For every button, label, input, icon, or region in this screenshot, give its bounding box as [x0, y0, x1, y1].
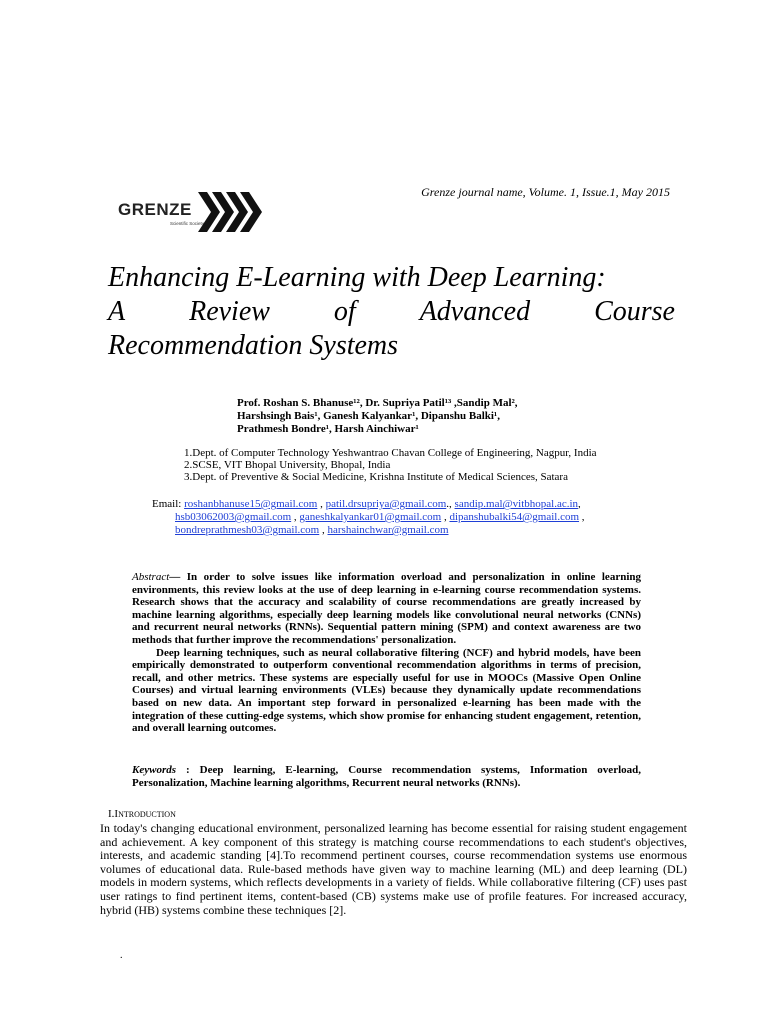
email-link[interactable]: ganeshkalyankar01@gmail.com: [299, 511, 442, 523]
email-link[interactable]: dipanshubalki54@gmail.com: [449, 511, 580, 523]
abstract-text: — In order to solve issues like information overload and personalization in online learning environments, this review looks at the use of deep learning in e-learning course recommendation systems. Research shows that the accuracy and scalability of course recommendations are greatly increased by machine learning algorithms, especially deep learning models like convolutional neural networks (CNNs) and recurrent neural networks (RNNs). Sequential pattern mining (SPM) and context awareness are two methods that further improve the recommendations' personalization.: [132, 571, 641, 646]
abstract-paragraph: [132, 571, 641, 647]
grenze-logo: [118, 188, 278, 234]
title-line-3: Recommendation Systems: [108, 330, 399, 361]
journal-citation: Grenze journal name, Volume. 1, Issue.1, May 2015: [421, 185, 670, 199]
abstract-heading: Abstract: [132, 571, 170, 583]
email-link[interactable]: patil.drsupriya@gmail.com: [325, 498, 447, 510]
introduction-paragraph: In today's changing educational environment, personalized learning has become essential for raising student engagement and achievement. A key component of this strategy is matching course recommendations to each student's objectives, interests, and academic standing [4].To recommend pertinent courses, course recommendation systems use enormous volumes of educational data. Rule-based methods have given way to machine learning (ML) and deep learning (DL) models in modern systems, which reflects developments in a variety of fields. While collaborative filtering (CF) uses past user ratings to find pertinent items, content-based (CB) systems make use of profile features. For increased accuracy, hybrid (HB) systems combine these techniques [2].: [100, 821, 687, 917]
affiliation-item: 1.Dept. of Computer Technology Yeshwantrao Chavan College of Engineering, Nagpur, India: [184, 447, 597, 459]
paper-title: [108, 261, 675, 363]
email-row: Email: roshanbhanuse15@gmail.com , patil.drsupriya@gmail.com., sandip.mal@vitbhopal.ac.in,: [152, 498, 581, 510]
email-row: bondreprathmesh03@gmail.com , harshainchwar@gmail.com: [175, 524, 449, 536]
keywords-text: : Deep learning, E-learning, Course recommendation systems, Information overload, Personalization, Machine learning algorithms, Recurrent neural networks (RNNs).: [132, 764, 641, 789]
title-line-1: Enhancing E-Learning with Deep Learning:: [108, 262, 606, 293]
section-number: I.: [108, 808, 115, 820]
title-word: A: [108, 296, 126, 327]
email-link[interactable]: bondreprathmesh03@gmail.com: [175, 524, 320, 536]
title-word: Course: [594, 296, 675, 327]
author-list: [237, 397, 617, 436]
section-heading: [108, 808, 176, 820]
abstract-paragraph: Deep learning techniques, such as neural collaborative filtering (NCF) and hybrid models, have been empirically demonstrated to outperform conventional recommendation algorithms in terms of precision, recall, and other metrics. These systems are especially useful for use in MOOCs (Massive Open Online Courses) and virtual learning environments (VLEs) because they dynamically update recommendations based on new data. An important step forward in personalized e-learning has been made with the integration of these cutting-edge systems, which show promise for enhancing student engagement, retention, and overall learning outcomes.: [132, 646, 641, 735]
affiliations: [184, 447, 684, 483]
email-link[interactable]: sandip.mal@vitbhopal.ac.in: [454, 498, 579, 510]
abstract: [132, 571, 641, 735]
logo-text: GRENZE: [118, 200, 192, 219]
email-link[interactable]: harshainchwar@gmail.com: [327, 524, 449, 536]
title-word: Review: [189, 296, 270, 327]
affiliation-item: 2.SCSE, VIT Bhopal University, Bhopal, India: [184, 459, 391, 471]
email-row: hsb03062003@gmail.com , ganeshkalyankar01@gmail.com , dipanshubalki54@gmail.com ,: [175, 511, 585, 523]
keywords-heading: Keywords: [132, 764, 176, 776]
title-word: of: [333, 296, 356, 327]
logo-subtitle: Scientific Society: [170, 221, 205, 226]
email-link[interactable]: roshanbhanuse15@gmail.com: [184, 498, 318, 510]
affiliation-item: 3.Dept. of Preventive & Social Medicine, Krishna Institute of Medical Sciences, Satara: [184, 471, 568, 483]
author-line: Harshsingh Bais¹, Ganesh Kalyankar¹, Dipanshu Balki¹,: [237, 410, 500, 422]
author-line: Prathmesh Bondre¹, Harsh Ainchiwar¹: [237, 423, 419, 435]
section-title: Introduction: [114, 808, 176, 820]
logo-chevrons-icon: [198, 190, 278, 234]
keywords: [132, 764, 641, 789]
email-label: Email:: [152, 498, 185, 510]
footer-dot: .: [120, 950, 123, 961]
email-block: [152, 498, 672, 537]
title-word: Advanced: [419, 296, 531, 327]
title-line-2: [108, 295, 675, 329]
author-line: Prof. Roshan S. Bhanuse¹², Dr. Supriya Patil¹³ ,Sandip Mal²,: [237, 397, 518, 409]
email-link[interactable]: hsb03062003@gmail.com: [175, 511, 292, 523]
